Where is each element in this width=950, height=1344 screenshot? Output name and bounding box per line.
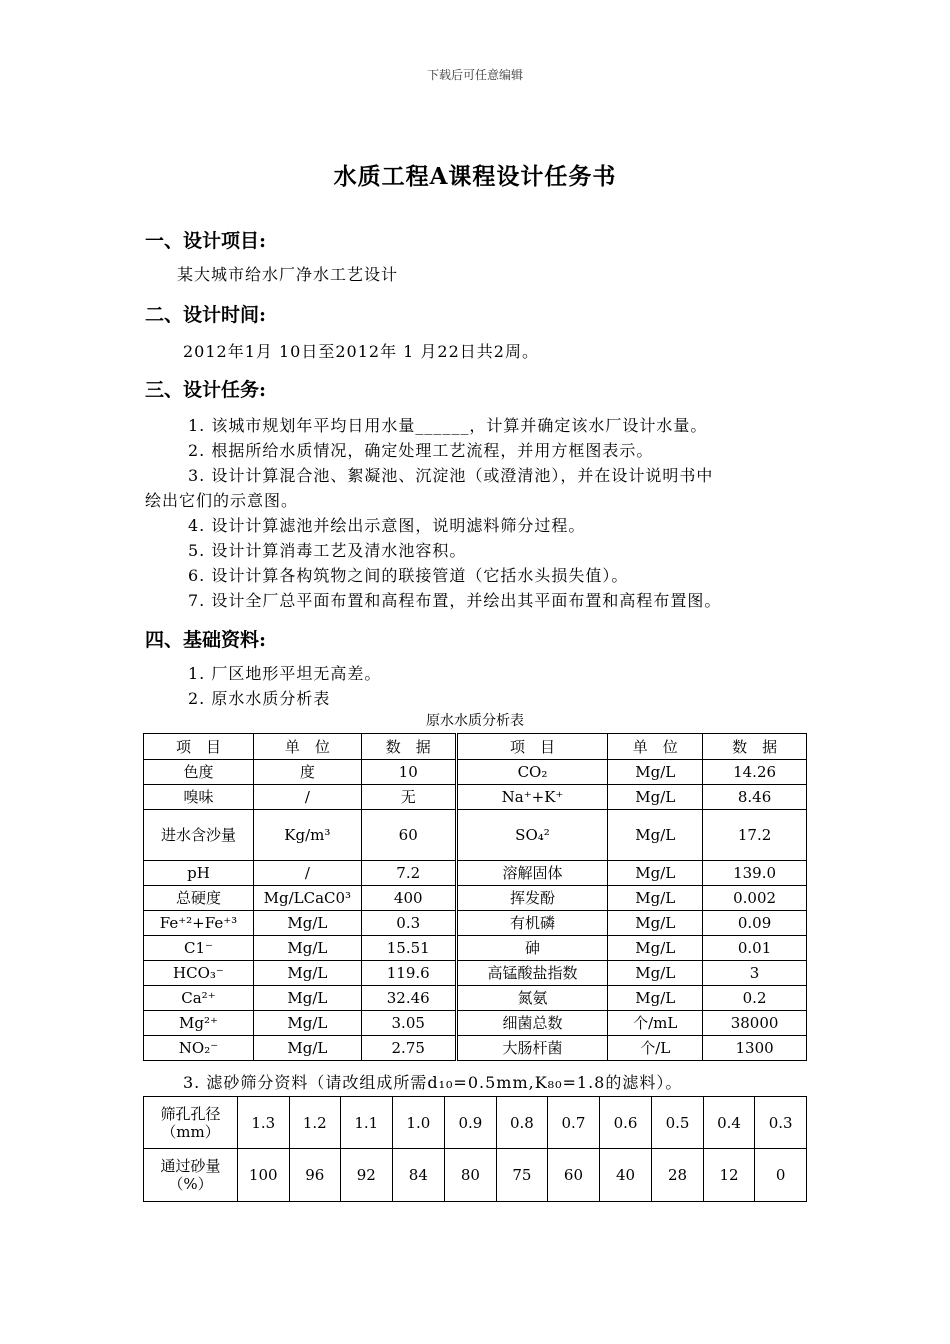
table-cell: 60 bbox=[361, 810, 456, 861]
table-cell: SO₄² bbox=[456, 810, 608, 861]
table-cell: 1300 bbox=[703, 1036, 807, 1061]
table-row bbox=[144, 1036, 807, 1061]
table-row bbox=[144, 1097, 807, 1149]
water-table-caption: 原水水质分析表 bbox=[426, 713, 524, 729]
table-cell: Mg/L bbox=[608, 760, 703, 785]
table-cell: Mg/L bbox=[608, 810, 703, 861]
table-row bbox=[144, 785, 807, 810]
table-cell: 7.2 bbox=[361, 861, 456, 886]
task-item: 2. 根据所给水质情况，确定处理工艺流程，并用方框图表示。 bbox=[188, 441, 654, 460]
task-item-continuation: 绘出它们的示意图。 bbox=[145, 491, 299, 510]
table-row bbox=[144, 886, 807, 911]
table-cell: 高锰酸盐指数 bbox=[456, 961, 608, 986]
table-cell: Mg/L bbox=[253, 1036, 361, 1061]
header-cell: 项 目 bbox=[144, 734, 254, 760]
table-cell: Ca²⁺ bbox=[144, 986, 254, 1011]
header-cell: 数 据 bbox=[361, 734, 456, 760]
table-cell: 28 bbox=[652, 1149, 704, 1202]
header-cell: 项 目 bbox=[456, 734, 608, 760]
table-cell: 60 bbox=[548, 1149, 600, 1202]
table-cell: 大肠杆菌 bbox=[456, 1036, 608, 1061]
table-cell: 75 bbox=[496, 1149, 548, 1202]
table-cell: 139.0 bbox=[703, 861, 807, 886]
table-cell: HCO₃⁻ bbox=[144, 961, 254, 986]
table-cell: 32.46 bbox=[361, 986, 456, 1011]
table-cell: pH bbox=[144, 861, 254, 886]
table-cell: Kg/m³ bbox=[253, 810, 361, 861]
task-item: 3. 设计计算混合池、絮凝池、沉淀池（或澄清池），并在设计说明书中 bbox=[188, 466, 714, 485]
table-cell: 3.05 bbox=[361, 1011, 456, 1036]
table-row bbox=[144, 1149, 807, 1202]
table-cell: 0.7 bbox=[548, 1097, 600, 1149]
table-cell: 2.75 bbox=[361, 1036, 456, 1061]
table-cell: 12 bbox=[703, 1149, 755, 1202]
table-cell: 38000 bbox=[703, 1011, 807, 1036]
table-cell: 96 bbox=[289, 1149, 341, 1202]
task-item: 4. 设计计算滤池并绘出示意图，说明滤料筛分过程。 bbox=[188, 516, 586, 535]
table-cell: 0.6 bbox=[599, 1097, 652, 1149]
table-cell: / bbox=[253, 785, 361, 810]
table-cell: 度 bbox=[253, 760, 361, 785]
table-cell: 119.6 bbox=[361, 961, 456, 986]
table-cell: 砷 bbox=[456, 936, 608, 961]
table-cell: 氮氨 bbox=[456, 986, 608, 1011]
section-4-heading: 四、基础资料: bbox=[145, 629, 267, 651]
table-cell: 0.9 bbox=[445, 1097, 497, 1149]
sand-sieve-table bbox=[143, 1096, 807, 1202]
table-cell: 总硬度 bbox=[144, 886, 254, 911]
table-cell: 有机磷 bbox=[456, 911, 608, 936]
table-cell: 0.5 bbox=[652, 1097, 704, 1149]
row-label: 通过砂量（%） bbox=[144, 1149, 238, 1202]
table-cell: 个/mL bbox=[608, 1011, 703, 1036]
table-cell: CO₂ bbox=[456, 760, 608, 785]
table-cell: / bbox=[253, 861, 361, 886]
table-cell: 0.8 bbox=[496, 1097, 548, 1149]
table-cell: 无 bbox=[361, 785, 456, 810]
table-cell: 1.0 bbox=[392, 1097, 445, 1149]
table-cell: 细菌总数 bbox=[456, 1011, 608, 1036]
header-cell: 单 位 bbox=[608, 734, 703, 760]
table-row bbox=[144, 760, 807, 785]
sand-note: 3. 滤砂筛分资料（请改组成所需d₁₀=0.5mm,K₈₀=1.8的滤料）。 bbox=[183, 1073, 683, 1092]
table-cell: 17.2 bbox=[703, 810, 807, 861]
table-cell: 84 bbox=[392, 1149, 445, 1202]
table-cell: 1.3 bbox=[237, 1097, 289, 1149]
header-cell: 单 位 bbox=[253, 734, 361, 760]
header-cell: 数 据 bbox=[703, 734, 807, 760]
table-cell: Mg/L bbox=[608, 785, 703, 810]
table-cell: 1.1 bbox=[341, 1097, 393, 1149]
section-1-text: 某大城市给水厂净水工艺设计 bbox=[177, 265, 399, 284]
table-cell: 10 bbox=[361, 760, 456, 785]
table-cell: Mg/L bbox=[253, 911, 361, 936]
table-cell: Mg/L bbox=[253, 986, 361, 1011]
table-cell: 92 bbox=[341, 1149, 393, 1202]
table-cell: 400 bbox=[361, 886, 456, 911]
table-cell: 挥发酚 bbox=[456, 886, 608, 911]
section-2-heading: 二、设计时间: bbox=[145, 304, 267, 326]
table-cell: Mg/L bbox=[608, 986, 703, 1011]
water-quality-table bbox=[143, 733, 807, 1061]
table-cell: 14.26 bbox=[703, 760, 807, 785]
table-cell: 40 bbox=[599, 1149, 652, 1202]
table-row bbox=[144, 961, 807, 986]
table-cell: 3 bbox=[703, 961, 807, 986]
table-cell: 0.01 bbox=[703, 936, 807, 961]
table-cell: Mg/L bbox=[608, 911, 703, 936]
task-item: 1. 该城市规划年平均日用水量______，计算并确定该水厂设计水量。 bbox=[188, 416, 708, 435]
table-cell: Fe⁺²+Fe⁺³ bbox=[144, 911, 254, 936]
table-cell: 1.2 bbox=[289, 1097, 341, 1149]
table-cell: Mg/L bbox=[608, 861, 703, 886]
table-cell: Mg/LCaC0³ bbox=[253, 886, 361, 911]
table-cell: 0.2 bbox=[703, 986, 807, 1011]
table-cell: Mg/L bbox=[253, 936, 361, 961]
section-1-heading: 一、设计项目: bbox=[145, 230, 267, 252]
table-cell: 0.002 bbox=[703, 886, 807, 911]
table-cell: 进水含沙量 bbox=[144, 810, 254, 861]
table-cell: 个/L bbox=[608, 1036, 703, 1061]
table-row bbox=[144, 986, 807, 1011]
table-cell: 0.4 bbox=[703, 1097, 755, 1149]
table-cell: Na⁺+K⁺ bbox=[456, 785, 608, 810]
section-3-heading: 三、设计任务: bbox=[145, 379, 267, 401]
section-2-text: 2012年1月 10日至2012年 1 月22日共2周。 bbox=[183, 342, 539, 361]
table-cell: 嗅味 bbox=[144, 785, 254, 810]
table-cell: 色度 bbox=[144, 760, 254, 785]
table-cell: C1⁻ bbox=[144, 936, 254, 961]
table-cell: 100 bbox=[237, 1149, 289, 1202]
table-cell: Mg/L bbox=[253, 961, 361, 986]
table-cell: 0.3 bbox=[755, 1097, 807, 1149]
table-cell: 0 bbox=[755, 1149, 807, 1202]
table-cell: Mg/L bbox=[253, 1011, 361, 1036]
table-cell: Mg/L bbox=[608, 936, 703, 961]
table-row bbox=[144, 861, 807, 886]
table-row bbox=[144, 936, 807, 961]
table-cell: 15.51 bbox=[361, 936, 456, 961]
table-cell: Mg/L bbox=[608, 961, 703, 986]
table-row bbox=[144, 1011, 807, 1036]
table-cell: 溶解固体 bbox=[456, 861, 608, 886]
table-cell: 0.3 bbox=[361, 911, 456, 936]
watermark: 下载后可任意编辑 bbox=[426, 68, 523, 82]
task-item: 6. 设计计算各构筑物之间的联接管道（它括水头损失值）。 bbox=[188, 566, 629, 585]
table-cell: 8.46 bbox=[703, 785, 807, 810]
task-item: 7. 设计全厂总平面布置和高程布置，并绘出其平面布置和高程布置图。 bbox=[188, 591, 722, 610]
document-title: 水质工程A课程设计任务书 bbox=[333, 163, 617, 190]
table-row bbox=[144, 810, 807, 861]
table-header-row bbox=[144, 734, 807, 760]
table-row bbox=[144, 911, 807, 936]
row-label: 筛孔孔径（mm） bbox=[144, 1097, 238, 1149]
table-cell: Mg²⁺ bbox=[144, 1011, 254, 1036]
basics-item: 2. 原水水质分析表 bbox=[188, 689, 331, 708]
table-cell: NO₂⁻ bbox=[144, 1036, 254, 1061]
table-cell: Mg/L bbox=[608, 886, 703, 911]
task-item: 5. 设计计算消毒工艺及清水池容积。 bbox=[188, 541, 467, 560]
table-cell: 0.09 bbox=[703, 911, 807, 936]
basics-item: 1. 厂区地形平坦无高差。 bbox=[188, 664, 382, 683]
table-cell: 80 bbox=[445, 1149, 497, 1202]
